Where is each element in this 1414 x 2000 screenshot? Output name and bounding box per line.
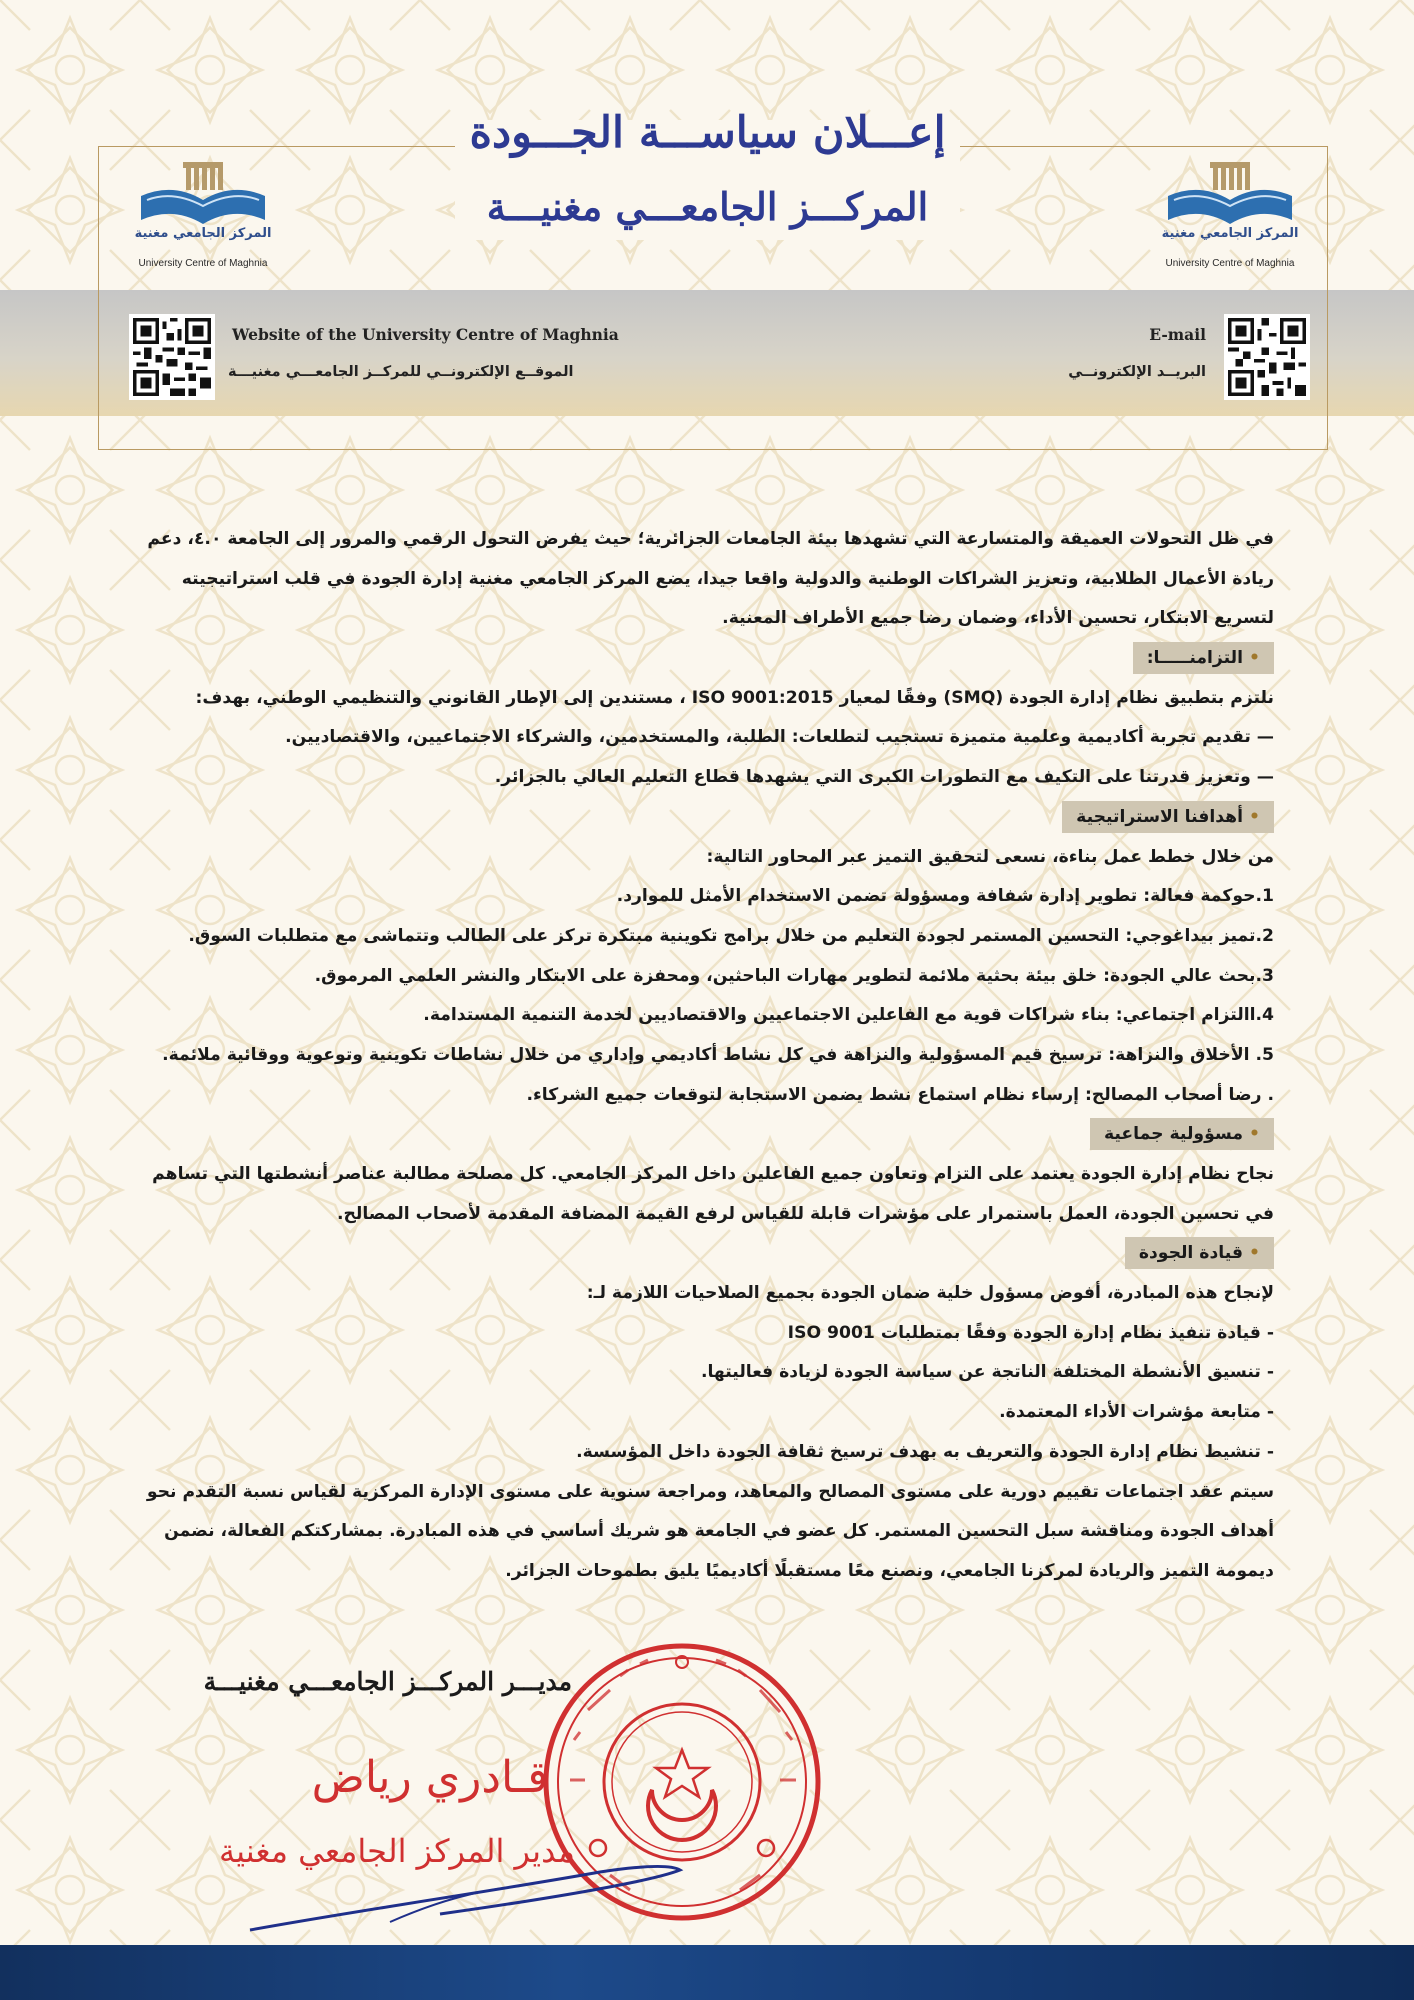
intro-line: ريادة الأعمال الطلابية، وتعزيز الشراكات الوطنية والدولية واقعا جيدا، يضع المركز الجامعي مغنية إدارة الجودة في قلب استراتيجيته [181,568,1274,589]
intro-line: في ظل التحولات العميقة والمتسارعة التي تشهدها بيئة الجامعات الجزائرية؛ حيث يفرض التحول الرقمي والمرور إلى الجامعة ٤.٠، دعم [147,529,1274,549]
section-heading-commitment [132,639,1274,679]
closing-line: ديمومة التميز والريادة لمركزنا الجامعي، ونصنع معًا مستقبلًا أكاديميًا يليق بطموحات الجزائر. [505,1560,1274,1581]
leadership-line: لإنجاح هذه المبادرة، أفوض مسؤول خلية ضمان الجودة بجميع الصلاحيات اللازمة لـ: [586,1283,1274,1304]
email-qr-code[interactable] [1224,314,1310,400]
goal-line: 4.االتزام اجتماعي: بناء شراكات قوية مع الفاعلين الاجتماعيين والاقتصاديين لخدمة التنمية المستدامة. [423,1005,1274,1026]
section-heading-collective [132,1115,1274,1155]
signature-name: قـادري رياض [311,1752,549,1803]
qr-code-icon [133,318,211,396]
leadership-line: - متابعة مؤشرات الأداء المعتمدة. [999,1402,1274,1423]
handwritten-signature-icon [240,1860,740,1940]
closing-line: سيتم عقد اجتماعات تقييم دورية على مستوى المصالح والمعاهد، ومراجعة سنوية على مستوى الإدارة المركزية لقياس نسبة التقدم نحو [146,1481,1274,1502]
heading-text: قيادة الجودة [1138,1243,1243,1264]
website-qr-code[interactable] [129,314,215,400]
commitment-line: نلتزم بتطبيق نظام إدارة الجودة (SMQ) وفقًا لمعيار ISO 9001:2015 ، مستندين إلى الإطار القانوني والتنظيمي الوطني، بهدف: [195,687,1274,708]
page-subtitle: المركـــز الجامعـــي مغنيـــة [486,184,929,229]
signature-subtitle: مدير المركز الجامعي مغنية [218,1832,575,1870]
website-label-ar: الموقــع الإلكترونــي للمركــز الجامعـــي مغنيـــة [228,364,574,380]
website-label-en: Website of the University Centre of Maghnia [232,325,619,344]
closing-line: أهداف الجودة ومناقشة سبل التحسين المستمر. كل عضو في الجامعة هو شريك أساسي في هذه المبادرة. بمشاركتكم الفعالة، نضمن [164,1521,1274,1542]
logo-caption-en: University Centre of Maghnia [138,258,268,269]
goal-line: 2.تميز بيداغوجي: التحسين المستمر لجودة التعليم من خلال برامج تكوينية مبتكرة تركز على الطالب وتتماشى مع متطلبات السوق. [188,925,1274,946]
page-title: إعـــلان سياســـة الجـــودة [469,108,946,158]
email-label-ar: البريــد الإلكترونــي [1068,364,1206,380]
commitment-line: — وتعزيز قدرتنا على التكيف مع التطورات الكبرى التي يشهدها قطاع التعليم العالي بالجزائر. [494,767,1274,788]
leadership-line: - تنسيق الأنشطة المختلفة الناتجة عن سياسة الجودة لزيادة فعاليتها. [700,1362,1274,1383]
goal-line: 1.حوكمة فعالة: تطوير إدارة شفافة ومسؤولة تضمن الاستخدام الأمثل للموارد. [616,886,1274,907]
bullet-icon: • [1249,1124,1260,1145]
collective-line: نجاح نظام إدارة الجودة يعتمد على التزام وتعاون جميع الفاعلين داخل المركز الجامعي. كل مصلحة مطالبة عناصر أنشطتها التي تساهم [152,1164,1274,1184]
university-logo-right [1160,160,1300,276]
bullet-icon: • [1249,1243,1260,1264]
email-label-en: E-mail [1149,325,1206,344]
leadership-line: - قيادة تنفيذ نظام إدارة الجودة وفقًا بمتطلبات ISO 9001 [787,1322,1274,1343]
bullet-icon: • [1249,648,1260,669]
qr-code-icon [1228,318,1306,396]
logo-caption-ar: المركز الجامعي مغنية [134,226,272,241]
books-columns-icon [1160,160,1300,230]
section-heading-goals [132,798,1274,838]
books-columns-icon [133,160,273,230]
university-logo-left [133,160,273,276]
bullet-icon: • [1249,806,1260,827]
heading-text: أهدافنا الاستراتيجية [1076,806,1243,827]
leadership-line: - تنشيط نظام إدارة الجودة والتعريف به بهدف ترسيخ ثقافة الجودة داخل المؤسسة. [576,1441,1274,1462]
heading-text: التزامنـــــا: [1146,648,1243,669]
section-heading-leadership [132,1234,1274,1274]
director-title: مديـــر المركـــز الجامعـــي مغنيـــة [203,1667,572,1696]
goal-line: 3.بحث عالي الجودة: خلق بيئة بحثية ملائمة لتطوير مهارات الباحثين، ومحفزة على الابتكار والنشر العلمي المرموق. [314,965,1274,986]
goal-line: . رضا أصحاب المصالح: إرساء نظام استماع نشط يضمن الاستجابة لتوقعات جميع الشركاء. [526,1084,1274,1105]
commitment-line: — تقديم تجربة أكاديمية وعلمية متميزة تستجيب لتطلعات: الطلبة، والمستخدمين، والشركاء الاجتماعيين، والاقتصاديين. [285,727,1274,748]
policy-body [132,520,1274,1592]
logo-caption-ar: المركز الجامعي مغنية [1161,226,1299,241]
logo-caption-en: University Centre of Maghnia [1165,258,1295,269]
intro-line: لتسريع الابتكار، تحسين الأداء، وضمان رضا جميع الأطراف المعنية. [722,608,1274,629]
footer-band [0,1945,1414,2000]
goal-line: 5. الأخلاق والنزاهة: ترسيخ قيم المسؤولية والنزاهة في كل نشاط أكاديمي وإداري من خلال نشاطات تكوينية وتوعوية ووقائية ملائمة. [162,1044,1274,1065]
heading-text: مسؤولية جماعية [1103,1124,1243,1145]
collective-line: في تحسين الجودة، العمل باستمرار على مؤشرات قابلة للقياس لرفع القيمة المضافة المقدمة لأصحاب المصالح. [336,1203,1274,1224]
goal-line: من خلال خطط عمل بناءة، نسعى لتحقيق التميز عبر المحاور التالية: [706,846,1274,867]
